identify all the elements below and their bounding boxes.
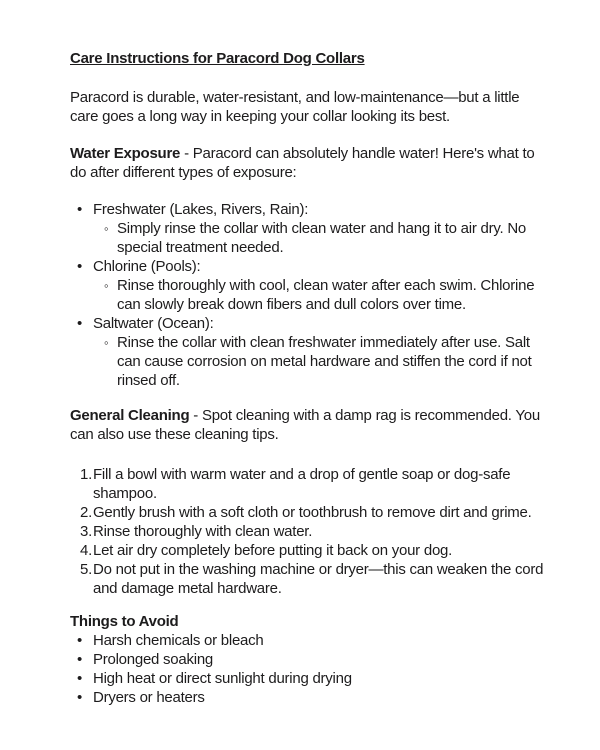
list-item: Do not put in the washing machine or dryer—this can weaken the cord and damage metal hardware. [93, 561, 544, 597]
water-exposure-text: - Paracord can absolutely handle water! Here's what to do after different types of exposure: [70, 145, 535, 181]
list-item: • High heat or direct sunlight during drying [70, 669, 550, 688]
list-item-label: Saltwater (Ocean): [93, 315, 214, 332]
page-title: Care Instructions for Paracord Dog Collars [70, 50, 365, 67]
list-item: • Harsh chemicals or bleach [70, 631, 550, 650]
sub-list-item: ◦ Simply rinse the collar with clean water and hang it to air dry. No special treatment needed. [93, 219, 550, 257]
general-cleaning-text: - Spot cleaning with a damp rag is recommended. You can also use these cleaning tips. [70, 407, 540, 443]
water-exposure-list [70, 200, 550, 390]
list-item: Gently brush with a soft cloth or toothbrush to remove dirt and grime. [93, 504, 532, 521]
things-to-avoid-list [70, 631, 550, 707]
list-item: Rinse thoroughly with clean water. [93, 523, 313, 540]
general-cleaning-paragraph [70, 406, 550, 444]
cleaning-steps-list [70, 465, 550, 598]
list-item [70, 314, 550, 390]
sub-list-item: ◦ Rinse thoroughly with cool, clean water after each swim. Chlorine can slowly break down fibers and dull colors over time. [93, 276, 550, 314]
water-exposure-heading: Water Exposure [70, 145, 181, 162]
things-to-avoid-heading: Things to Avoid [70, 613, 179, 630]
intro-paragraph: Paracord is durable, water-resistant, and low-maintenance—but a little care goes a long way in keeping your collar looking its best. [70, 89, 520, 125]
sub-list-item: ◦ Rinse the collar with clean freshwater immediately after use. Salt can cause corrosion on metal hardware and stiffen the cord if not rinsed off. [93, 333, 550, 390]
list-item: • Prolonged soaking [70, 650, 550, 669]
sub-list [93, 333, 550, 390]
list-item: • Dryers or heaters [70, 688, 550, 707]
general-cleaning-heading: General Cleaning [70, 407, 190, 424]
list-item: Let air dry completely before putting it back on your dog. [93, 542, 453, 559]
list-item-label: Chlorine (Pools): [93, 258, 201, 275]
water-exposure-paragraph [70, 144, 550, 182]
list-item [70, 200, 550, 257]
sub-list [93, 276, 550, 314]
list-item-label: Freshwater (Lakes, Rivers, Rain): [93, 201, 309, 218]
list-item [70, 257, 550, 314]
list-item: Fill a bowl with warm water and a drop of gentle soap or dog-safe shampoo. [93, 466, 511, 502]
sub-list [93, 219, 550, 257]
